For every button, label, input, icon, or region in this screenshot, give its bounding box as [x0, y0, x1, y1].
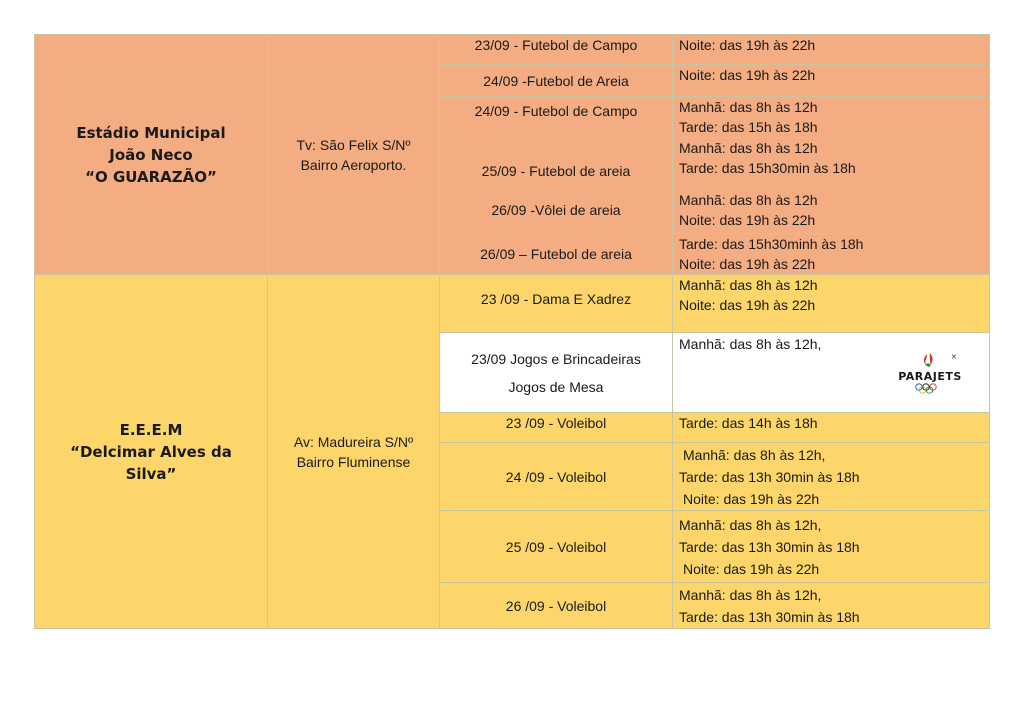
venue-name: E.E.E.M “Delcimar Alves da Silva” — [35, 275, 268, 629]
activity-cell: 26/09 – Futebol de areia — [440, 234, 673, 275]
time-cell: Manhã: das 8h às 12h Noite: das 19h às 22h — [673, 186, 990, 234]
time-cell: Manhã: das 8h às 12h, Tarde: das 13h 30min às 18h — [673, 583, 990, 629]
parajets-logo — [893, 350, 967, 394]
venue-address: Tv: São Felix S/Nº Bairro Aeroporto. — [268, 35, 440, 275]
schedule-table — [34, 34, 990, 629]
time-cell: Manhã: das 8h às 12h Tarde: das 15h às 18h — [673, 97, 990, 138]
time-cell: Manhã: das 8h às 12h, Tarde: das 13h 30min às 18h Noite: das 19h às 22h — [673, 511, 990, 583]
activity-cell: 24 /09 - Voleibol — [440, 443, 673, 511]
activity-cell: 24/09 - Futebol de Campo — [440, 97, 673, 138]
time-cell: Manhã: das 8h às 12h Tarde: das 15h30min às 18h — [673, 138, 990, 186]
activity-cell: 24/09 -Futebol de Areia — [440, 65, 673, 97]
activity-cell: 25 /09 - Voleibol — [440, 511, 673, 583]
activity-cell: 26 /09 - Voleibol — [440, 583, 673, 629]
logo-text: PARAJETS — [898, 369, 962, 383]
svg-text:✕: ✕ — [951, 352, 957, 361]
activity-cell: 23/09 - Futebol de Campo — [440, 35, 673, 65]
venue-address: Av: Madureira S/Nº Bairro Fluminense — [268, 275, 440, 629]
time-cell: Manhã: das 8h às 12h, ✕ PARAJETS — [673, 333, 990, 413]
activity-cell: 25/09 - Futebol de areia — [440, 138, 673, 186]
activity-cell: 23/09 Jogos e Brincadeiras Jogos de Mesa — [440, 333, 673, 413]
venue-name: Estádio Municipal João Neco “O GUARAZÃO” — [35, 35, 268, 275]
time-cell: Tarde: das 15h30minh às 18h Noite: das 19h às 22h — [673, 234, 990, 275]
activity-cell: 23 /09 - Dama E Xadrez — [440, 275, 673, 333]
activity-cell: 26/09 -Vôlei de areia — [440, 186, 673, 234]
time-cell: Manhã: das 8h às 12h Noite: das 19h às 22h — [673, 275, 990, 333]
time-cell: Noite: das 19h às 22h — [673, 65, 990, 97]
time-cell: Noite: das 19h às 22h — [673, 35, 990, 65]
time-cell: Tarde: das 14h às 18h — [673, 413, 990, 443]
activity-cell: 23 /09 - Voleibol — [440, 413, 673, 443]
time-cell: Manhã: das 8h às 12h, Tarde: das 13h 30min às 18h Noite: das 19h às 22h — [673, 443, 990, 511]
